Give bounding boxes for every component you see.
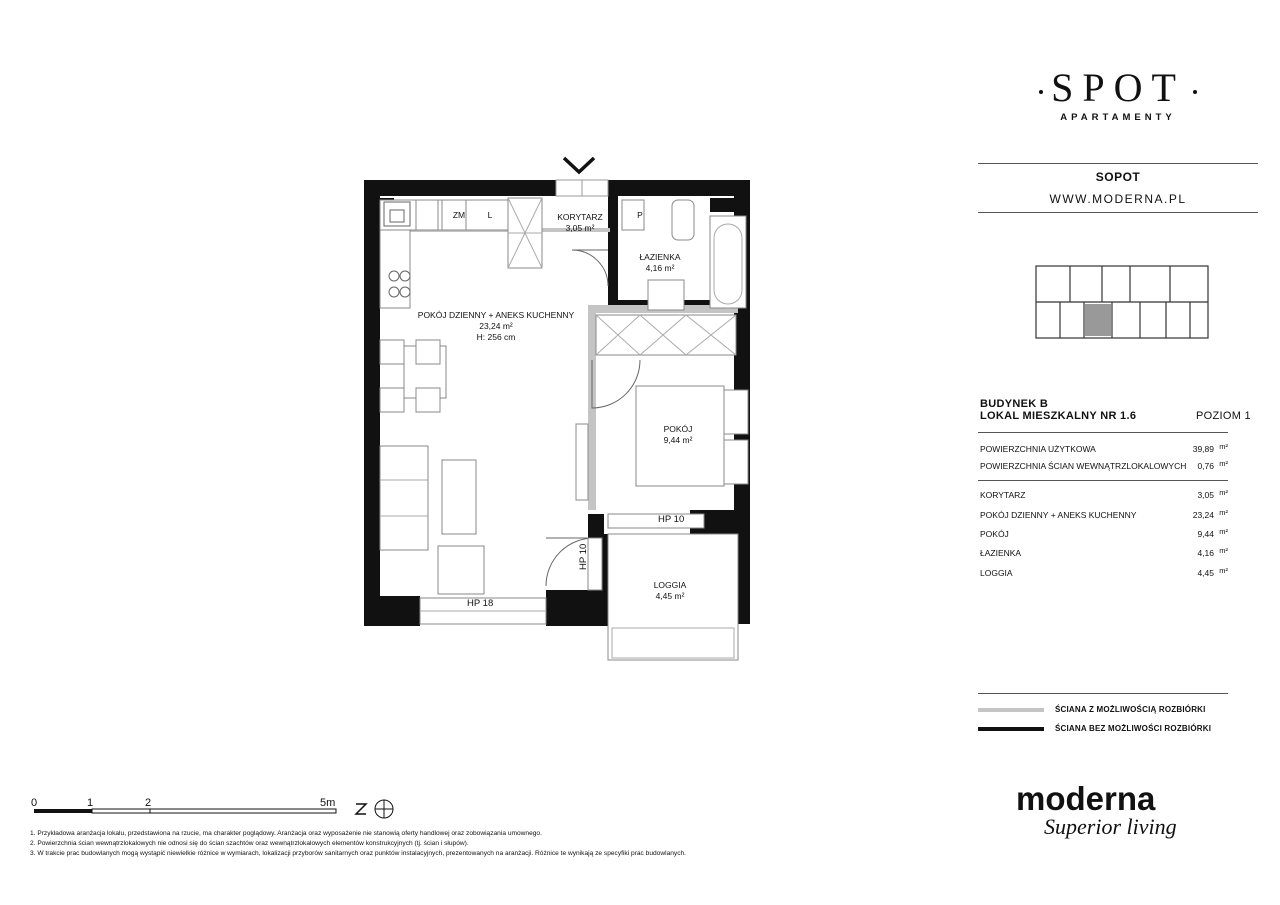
entrance-arrow-icon bbox=[564, 158, 594, 172]
legend-label-demolishable: ŚCIANA Z MOŻLIWOŚCIĄ ROZBIÓRKI bbox=[1055, 705, 1206, 714]
key-plan-thumbnail bbox=[1030, 258, 1216, 344]
level-label: POZIOM 1 bbox=[1196, 410, 1251, 422]
divider bbox=[978, 693, 1228, 694]
footnotes bbox=[30, 829, 686, 859]
code-zm: ZM bbox=[452, 210, 466, 220]
divider bbox=[978, 432, 1228, 433]
key-plan-highlight bbox=[1085, 304, 1111, 336]
city-label: SOPOT bbox=[1095, 170, 1141, 184]
scale-bar bbox=[30, 806, 350, 818]
room-label-corridor: KORYTARZ 3,05 m² bbox=[557, 212, 603, 233]
window-hp18: HP 18 bbox=[467, 598, 494, 609]
scale-mark: 2 bbox=[145, 797, 152, 809]
unit-number: LOKAL MIESZKALNY NR 1.6 bbox=[980, 410, 1137, 422]
scale-mark: 1 bbox=[87, 797, 94, 809]
room-label-bathroom: ŁAZIENKA 4,16 m² bbox=[639, 252, 681, 273]
building-name: BUDYNEK B bbox=[980, 398, 1049, 410]
moderna-logo: moderna Superior living bbox=[1016, 780, 1177, 839]
room-label-living: POKÓJ DZIENNY + ANEKS KUCHENNY 23,24 m² H: 256 cm bbox=[417, 310, 575, 342]
footnote: 3. W trakcie prac budowlanych mogą wystąpić niewielkie różnice w wymiarach, lokalizacji przyborów sanitarnych oraz punktów instalacyjnych, prezentowanych na aranżacji. Różnice te wynikają ze specyfiki prac budowlanych. bbox=[30, 850, 687, 857]
spot-logo: SPOT APARTAMENTY bbox=[1018, 66, 1218, 123]
code-l: L bbox=[487, 210, 493, 220]
room-label-loggia: LOGGIA 4,45 m² bbox=[653, 580, 687, 601]
scale-mark: 5m bbox=[320, 797, 336, 809]
room-label-bedroom: POKÓJ 9,44 m² bbox=[663, 424, 693, 445]
divider bbox=[978, 212, 1258, 213]
divider bbox=[978, 480, 1228, 481]
website-link[interactable]: WWW.MODERNA.PL bbox=[1049, 192, 1187, 206]
window-hp10-top: HP 10 bbox=[658, 514, 685, 525]
scale-mark: 0 bbox=[31, 797, 38, 809]
divider bbox=[978, 163, 1258, 164]
legend-swatch-demolishable bbox=[978, 708, 1044, 712]
footnote: 2. Powierzchnia ścian wewnątrzlokalowych nie odnosi się do ścian szachtów oraz wewnątrzlokalowych elementów konstrukcyjnych (tj. ścian i słupów). bbox=[30, 840, 469, 847]
floor-plan bbox=[350, 150, 770, 670]
code-p: P bbox=[637, 210, 643, 220]
north-arrow-icon bbox=[352, 798, 396, 820]
window-hp10-side: HP 10 bbox=[578, 543, 589, 570]
legend-swatch-permanent bbox=[978, 727, 1044, 731]
footnote: 1. Przykładowa aranżacja lokalu, przedstawiona na rzucie, ma charakter poglądowy. Aranżacja oraz wyposażenie nie stanowią oferty handlowej oraz zobowiązania umownego. bbox=[30, 830, 542, 837]
legend-label-permanent: ŚCIANA BEZ MOŻLIWOŚCI ROZBIÓRKI bbox=[1055, 724, 1212, 733]
